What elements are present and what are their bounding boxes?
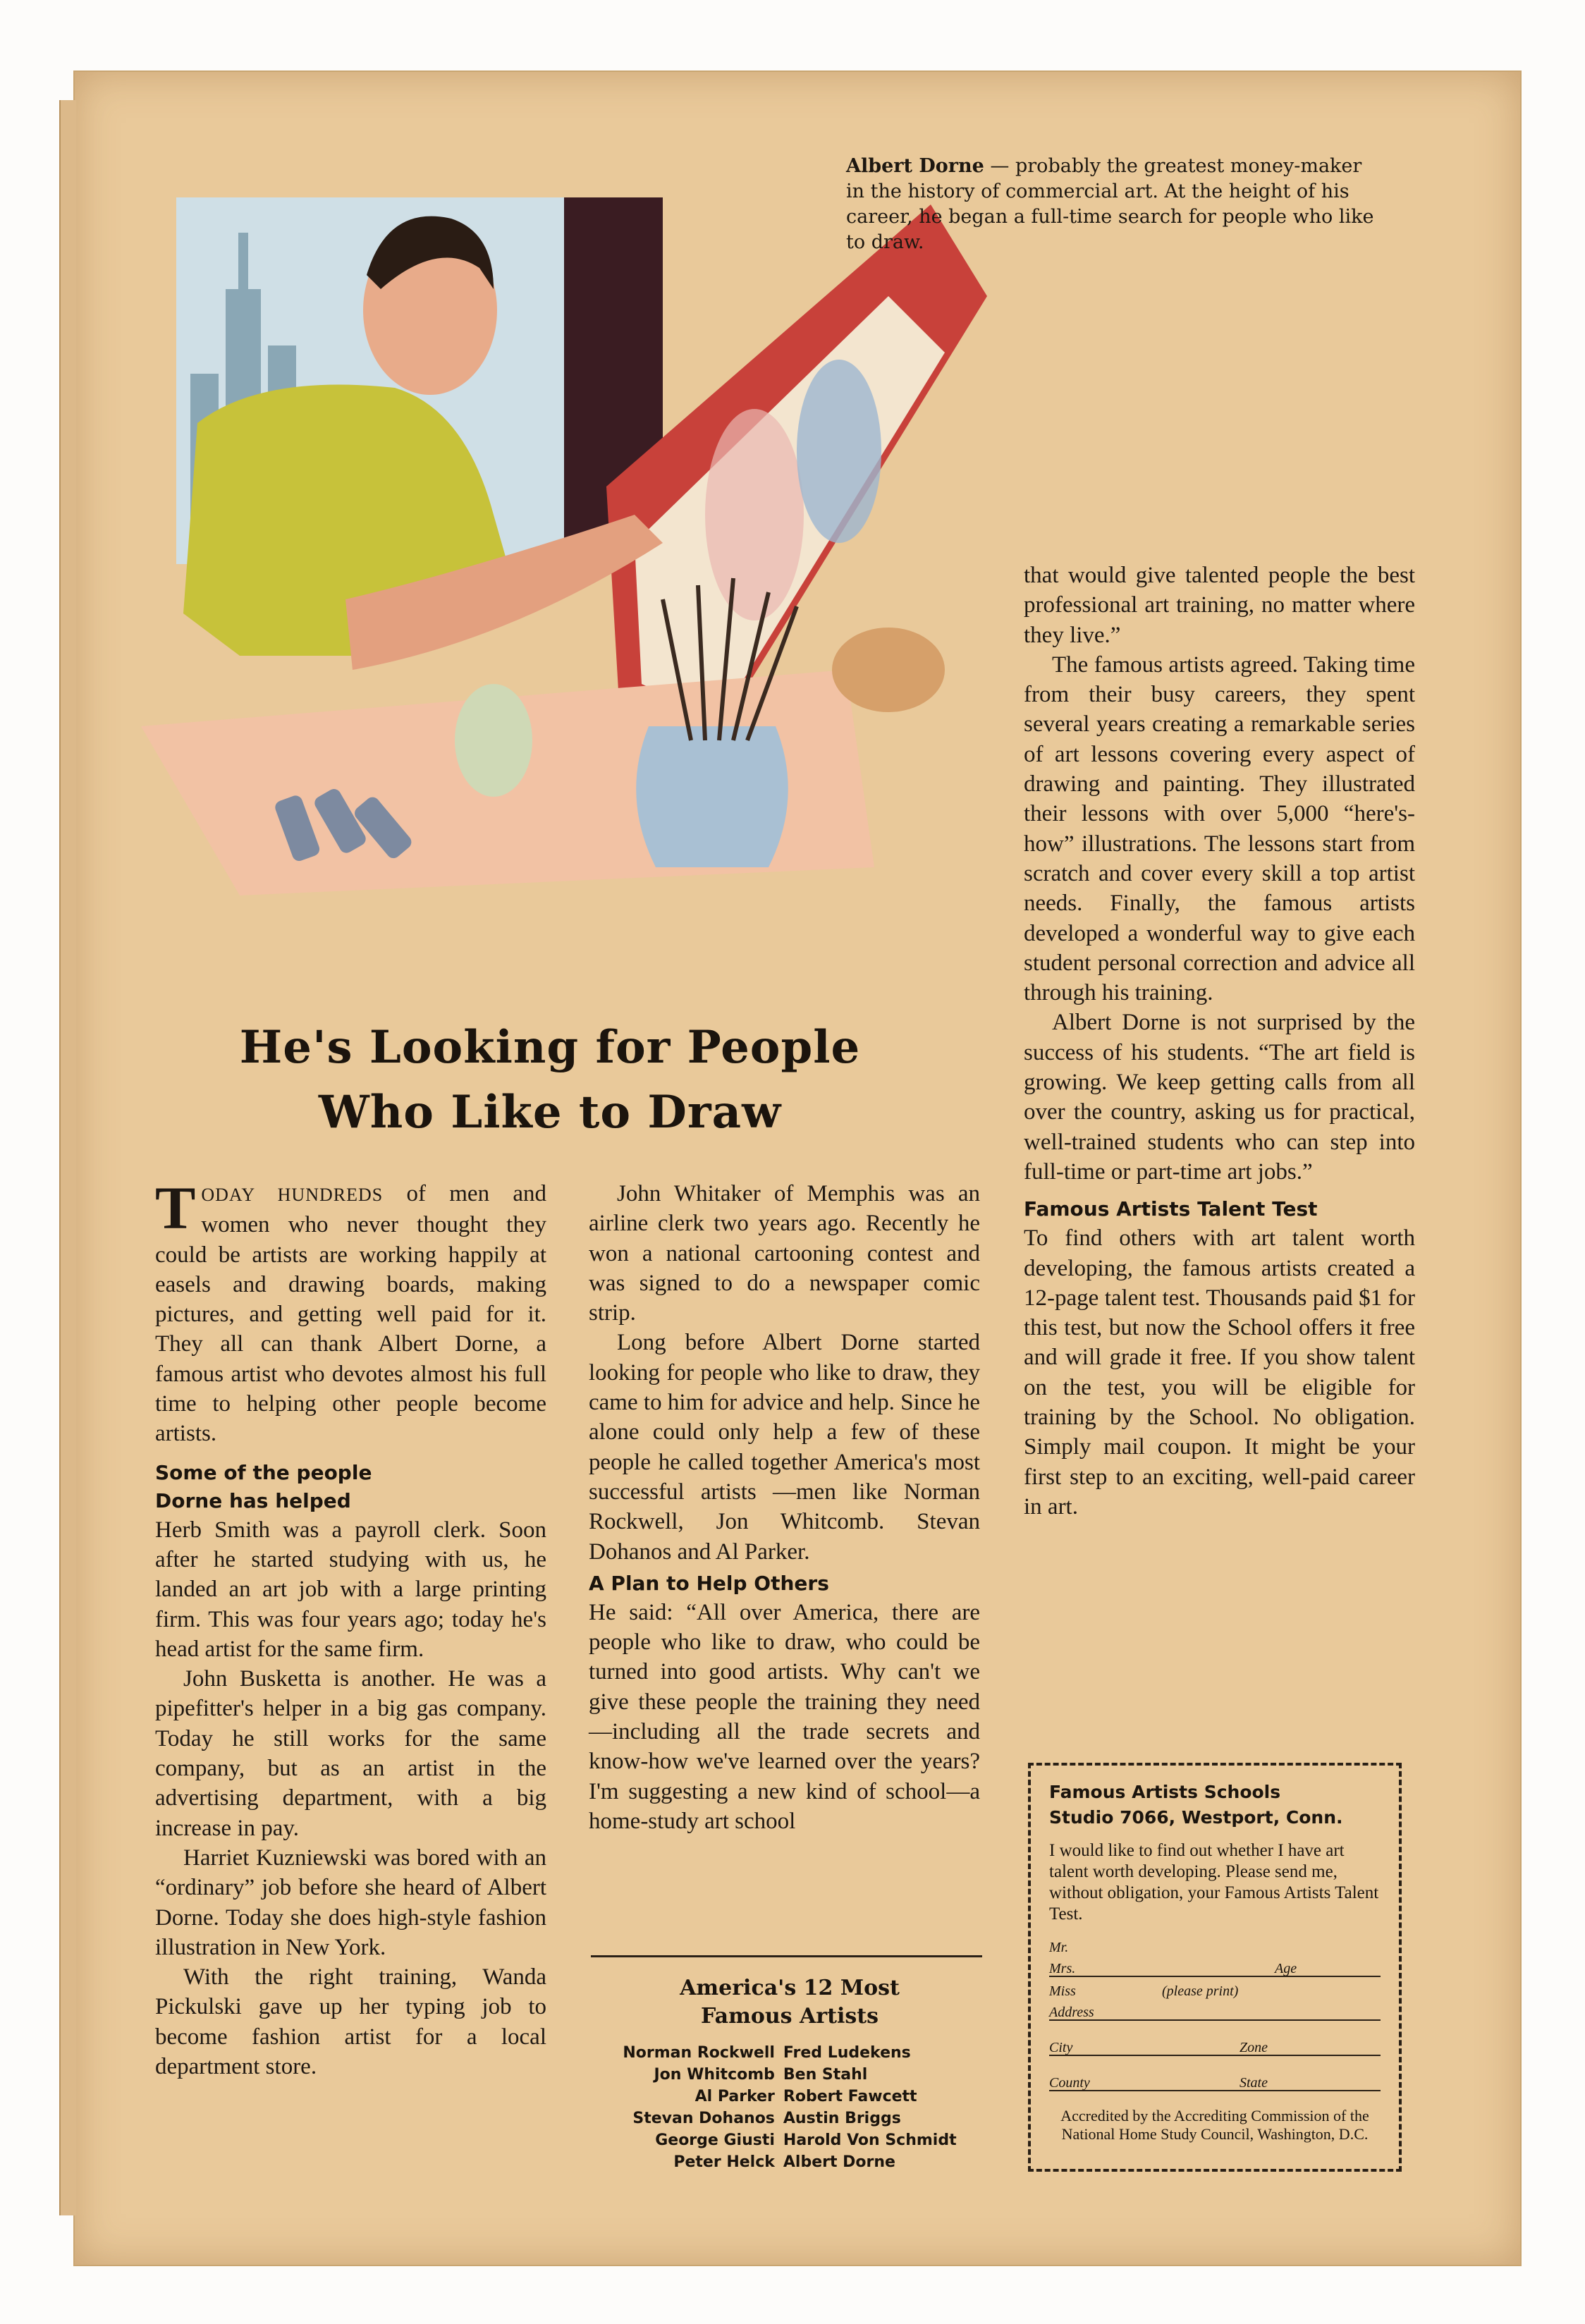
paragraph-artists-agreed: The famous artists agreed. Taking time from their busy careers, they spent several years creating a remarkable series of art lessons covering every aspect of drawing and painting. They illustrated their lessons with over 5,000 “here's-how” illustrations. The lessons start from scratch and cover every skill a top artist needs. Finally, the famous artists developed a wonderful way to give each student personal correction and advice all through his training. [1024,652,1415,1006]
subhead-talent-test: Famous Artists Talent Test [1024,1197,1318,1221]
coupon-address-label: Address [1049,2005,1094,2020]
coupon-address-field[interactable] [1049,2004,1381,2021]
coupon-accreditation: Accredited by the Accrediting Commission of the National Home Study Council, Washington, D.C. [1060,2107,1369,2143]
famous-title-2: Famous Artists [701,2004,879,2029]
paragraph-not-surprised: Albert Dorne is not surprised by the success of his students. “The art field is growing. We keep getting calls from all over the country, asking us for practical, well-trained students who can step into full-time or part-time art jobs.” [1024,1010,1415,1185]
drop-cap: T [155,1174,196,1242]
artist-name: Ben Stahl [783,2066,868,2084]
artist-name: Robert Fawcett [783,2088,917,2105]
table-row [618,2086,960,2108]
caption-name: Albert Dorne [846,155,984,177]
coupon-county-field[interactable] [1049,2074,1381,2091]
intro-paragraph [155,1174,546,1449]
coupon-miss-field [1049,1983,1381,1998]
paragraph-wanda-pickulski: With the right training, Wanda Pickulski gave up her typing job to become fashion artist for a local department store. [155,1964,546,2080]
paragraph-long-before: Long before Albert Dorne started looking for people who like to draw, they came to him for advice and help. Since he alone could only help a few of these people he called together America's most successful artists —men like Norman Rockwell, Jon Whitcomb. Stevan Dohanos and Al Parker. [589,1330,980,1565]
divider-rule [591,1955,982,1957]
intro-smallcaps: ODAY HUNDREDS [201,1185,384,1205]
headline-line-2: Who Like to Draw [318,1086,782,1139]
artists-table [618,2042,960,2173]
coupon-state-label: State [1240,2075,1268,2091]
artist-name: Al Parker [694,2088,775,2105]
coupon-county-label: County [1049,2075,1090,2091]
artist-name: George Giusti [655,2132,775,2149]
coupon-city-field[interactable] [1049,2039,1381,2056]
intro-text: of men and women who never thought they could be artists are working happily at easels and drawing boards, making pictures, and getting well paid for it. They all can thank Albert Dorne, a famous artist who devotes almost his full time to helping other people become artists. [155,1181,546,1447]
paragraph-john-busketta: John Busketta is another. He was a pipefitter's helper in a big gas company. Today he still works for the same company, but as an artist in the advertising department, with a big increase in pay. [155,1666,546,1841]
subhead-plan: A Plan to Help Others [589,1571,829,1595]
coupon-age-label: Age [1275,1961,1297,1976]
caption-text: — probably the greatest money-maker in the history of commercial art. At the height of his career, he began a full-time search for people who like to draw. [846,155,1374,253]
coupon-city-label: City [1049,2040,1073,2055]
artist-name: Jon Whitcomb [654,2066,775,2084]
table-row [618,2108,960,2129]
artist-name: Austin Briggs [783,2110,901,2127]
headline [99,1015,1001,1145]
artist-name: Albert Dorne [783,2153,895,2171]
famous-title-1: America's 12 Most [680,1976,900,2000]
subhead-people-helped: Some of the people Dorne has helped [155,1460,372,1512]
article-column-1 [155,1174,546,2081]
coupon-body: I would like to find out whether I have art talent worth developing. Please send me, without obligation, your Famous Artists Talent Test. [1049,1841,1379,1924]
mail-coupon[interactable] [1028,1763,1402,2172]
paragraph-harriet-kuzniewski: Harriet Kuzniewski was bored with an “ordinary” job before she heard of Albert Dorne. Today she does high-style fashion illustration in New York. [155,1845,546,1960]
famous-artists-list [578,1974,1001,2173]
coupon-title-field[interactable] [1049,1939,1381,1955]
article-column-2 [589,1179,980,1836]
coupon-mr-label: Mr. [1049,1940,1069,1955]
coupon-school-name: Famous Artists Schools [1049,1782,1281,1802]
table-row [618,2042,960,2064]
artist-name: Norman Rockwell [623,2044,775,2062]
coupon-name-field[interactable] [1049,1960,1381,1977]
paragraph-talent-test: To find others with art talent worth developing, the famous artists created a 12-page talent test. Thousands paid $1 for this test, but now the School offers it free and will grade it free. If you show talent on the test, you will be eligible for training by the School. No obligation. Simply mail coupon. It might be your first step to an exciting, well-paid career in art. [1024,1225,1415,1519]
coupon-mrs-label: Mrs. [1049,1961,1076,1976]
headline-line-1: He's Looking for People [239,1021,861,1074]
illustration-caption [846,154,1382,255]
paragraph-john-whitaker: John Whitaker of Memphis was an airline clerk two years ago. Recently he won a national cartooning contest and was signed to do a newspaper comic strip. [589,1181,980,1326]
coupon-miss-label: Miss [1049,1983,1076,1999]
bowl [832,628,945,712]
paragraph-herb-smith: Herb Smith was a payroll clerk. Soon after he started studying with us, he landed an art job with a large printing firm. This was four years ago; today he's head artist for the same firm. [155,1517,546,1662]
table-row [618,2129,960,2151]
artist-name: Stevan Dohanos [632,2110,775,2127]
paragraph-he-said: He said: “All over America, there are people who like to draw, who could be turned into good artists. Why can't we give these people the training they need—including all the trade secrets and know-how we've learned over the years? I'm suggesting a new kind of school—a home-study art school [589,1599,980,1834]
paragraph-continued: that would give talented people the best professional art training, no matter where they live.” [1024,563,1415,648]
table-row [618,2151,960,2173]
table-row [618,2064,960,2086]
coupon-address: Studio 7066, Westport, Conn. [1049,1807,1343,1828]
paint-jar [455,684,532,797]
artist-name: Fred Ludekens [783,2044,911,2062]
coupon-zone-label: Zone [1240,2040,1268,2055]
artist-name: Peter Helck [673,2153,775,2171]
article-column-3 [1024,561,1415,1522]
coupon-print-hint: (please print) [1162,1983,1239,1999]
artist-name: Harold Von Schmidt [783,2132,957,2149]
brush-vase [636,726,788,867]
